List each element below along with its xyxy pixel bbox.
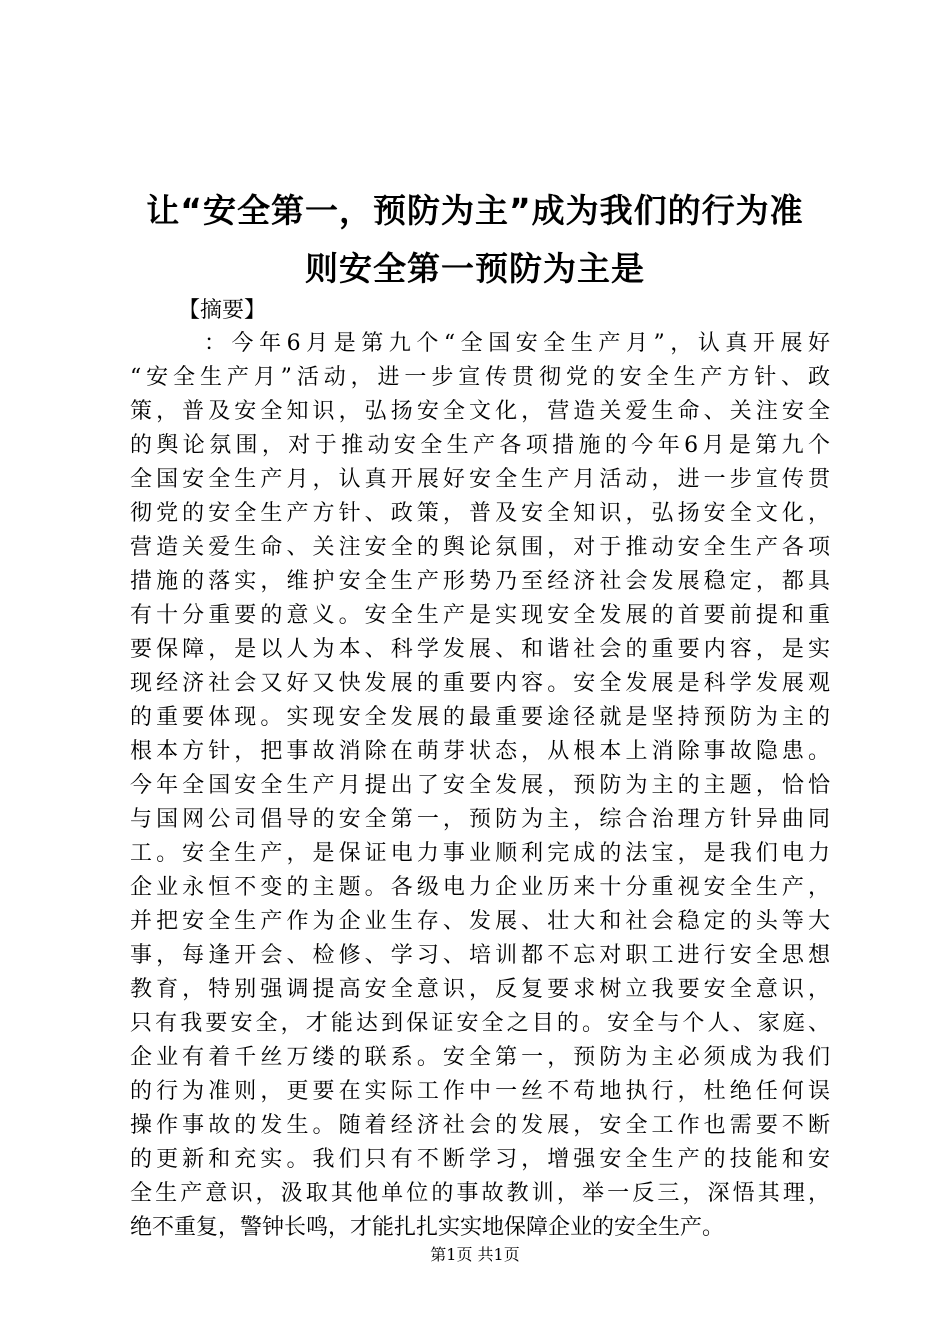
- abstract-label: 【摘要】: [178, 298, 267, 323]
- body-line: 只有我要安全，才能达到保证安全之目的。安全与个人、家庭、: [130, 1011, 830, 1036]
- body-line: 根本方针，把事故消除在萌芽状态，从根本上消除事故隐患。: [130, 739, 830, 764]
- body-line: 企业有着千丝万缕的联系。安全第一，预防为主必须成为我们: [130, 1045, 830, 1070]
- body-line: 营造关爱生命、关注安全的舆论氛围，对于推动安全生产各项: [130, 535, 830, 560]
- body-line: 企业永恒不变的主题。各级电力企业历来十分重视安全生产，: [130, 875, 830, 900]
- body-line: 与国网公司倡导的安全第一，预防为主，综合治理方针异曲同: [130, 807, 830, 832]
- body-line: ：今年6月是第九个“全国安全生产月”，认真开展好: [204, 331, 830, 356]
- body-line: “安全生产月”活动，进一步宣传贯彻党的安全生产方针、政: [130, 365, 830, 390]
- document-title: [100, 182, 850, 298]
- body-line: 全生产意识，汲取其他单位的事故教训，举一反三，深悟其理，: [130, 1181, 830, 1206]
- body-line: 教育，特别强调提高安全意识，反复要求树立我要安全意识，: [130, 977, 830, 1002]
- title-line-2: 则安全第一预防为主是: [305, 249, 645, 288]
- body-line: 事，每逢开会、检修、学习、培训都不忘对职工进行安全思想: [130, 943, 830, 968]
- body-line: 工。安全生产，是保证电力事业顺利完成的法宝，是我们电力: [130, 841, 830, 866]
- body-line: 措施的落实，维护安全生产形势乃至经济社会发展稳定，都具: [130, 569, 830, 594]
- body-line: 的更新和充实。我们只有不断学习，增强安全生产的技能和安: [130, 1147, 830, 1172]
- body-line: 绝不重复，警钟长鸣，才能扎扎实实地保障企业的安全生产。: [130, 1215, 725, 1240]
- body-line: 的舆论氛围，对于推动安全生产各项措施的今年6月是第九个: [130, 433, 830, 458]
- abstract-body: [130, 327, 830, 1245]
- body-line: 彻党的安全生产方针、政策，普及安全知识，弘扬安全文化，: [130, 501, 830, 526]
- body-line: 要保障，是以人为本、科学发展、和谐社会的重要内容，是实: [130, 637, 830, 662]
- body-line: 并把安全生产作为企业生存、发展、壮大和社会稳定的头等大: [130, 909, 830, 934]
- body-line: 现经济社会又好又快发展的重要内容。安全发展是科学发展观: [130, 671, 830, 696]
- body-line: 的行为准则，更要在实际工作中一丝不苟地执行，杜绝任何误: [130, 1079, 830, 1104]
- body-line: 的重要体现。实现安全发展的最重要途径就是坚持预防为主的: [130, 705, 830, 730]
- title-line-1: 让“安全第一，预防为主”成为我们的行为准: [146, 191, 804, 230]
- body-line: 操作事故的发生。随着经济社会的发展，安全工作也需要不断: [130, 1113, 830, 1138]
- body-line: 有十分重要的意义。安全生产是实现安全发展的首要前提和重: [130, 603, 830, 628]
- body-line: 今年全国安全生产月提出了安全发展，预防为主的主题，恰恰: [130, 773, 830, 798]
- body-line: 全国安全生产月，认真开展好安全生产月活动，进一步宣传贯: [130, 467, 830, 492]
- page-footer: 第1页 共1页: [430, 1245, 520, 1264]
- body-line: 策，普及安全知识，弘扬安全文化，营造关爱生命、关注安全: [130, 399, 830, 424]
